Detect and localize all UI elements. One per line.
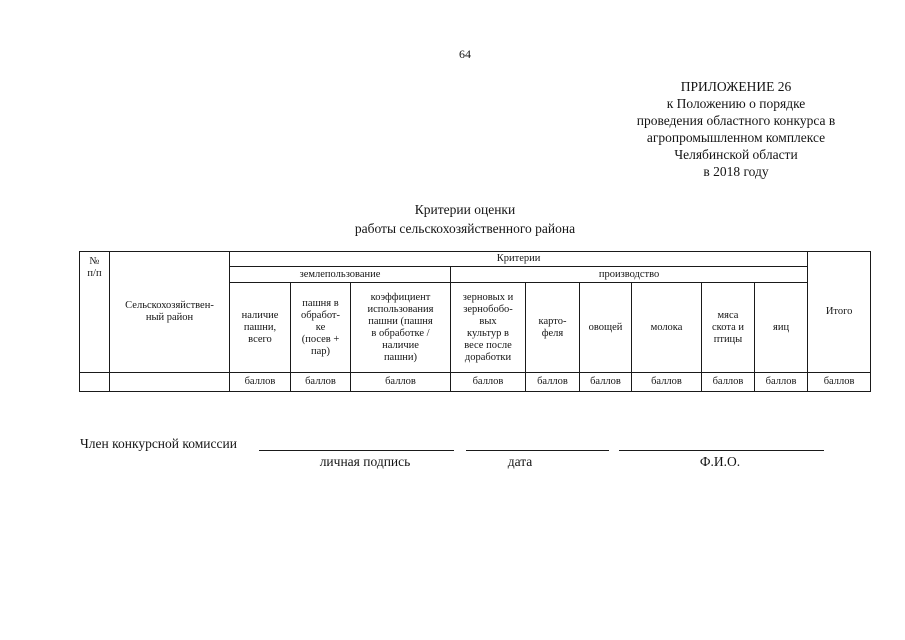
units-cell: баллов [526,373,580,392]
units-cell: баллов [291,373,351,392]
group-header-land-use: землепользование [230,267,451,283]
appendix-header [612,78,860,180]
title-line-1: Критерии оценки [414,202,516,217]
column-header-meat: мяса скота и птицы [702,283,755,373]
signature-line [259,450,454,451]
title-line-2: работы сельскохозяйственного района [354,221,576,236]
units-cell: баллов [351,373,451,392]
column-header-vegetables: овощей [580,283,632,373]
caption-date: дата [507,454,533,469]
column-header-region: Сельскохозяйствен- ный район [110,252,230,373]
group-header-production: производство [451,267,808,283]
column-header-arable-cultivated: пашня в обработ- ке (посев + пар) [291,283,351,373]
criteria-table [79,251,871,392]
document-title [300,200,630,238]
column-header-total: Итого [808,252,871,373]
column-header-eggs: яиц [755,283,808,373]
appendix-line: ПРИЛОЖЕНИЕ 26 [680,79,792,94]
table-cell-empty [80,373,110,392]
column-header-arable-total: наличие пашни, всего [230,283,291,373]
units-cell: баллов [632,373,702,392]
appendix-line: в 2018 году [703,164,769,179]
units-cell: баллов [230,373,291,392]
column-header-arable-coefficient: коэффициент использования пашни (пашня в обработке / наличие пашни) [351,283,451,373]
full-name-line [619,450,824,451]
units-cell: баллов [580,373,632,392]
appendix-line: к Положению о порядке [666,96,806,111]
column-header-grain: зерновых и зернобобо- вых культур в весе после доработки [451,283,526,373]
appendix-line: Челябинской области [674,147,798,162]
appendix-line: агропромышленном комплексе [646,130,826,145]
units-cell: баллов [755,373,808,392]
column-header-milk: молока [632,283,702,373]
table-cell-empty [110,373,230,392]
criteria-header: Критерии [230,252,808,267]
signature-label: Член конкурсной комиссии [80,436,237,451]
column-header-number: № п/п [80,252,110,373]
caption-personal-signature: личная подпись [319,454,411,469]
units-cell: баллов [702,373,755,392]
appendix-line: проведения областного конкурса в [636,113,836,128]
units-cell: баллов [808,373,871,392]
caption-full-name: Ф.И.О. [699,454,741,469]
column-header-potatoes: карто- феля [526,283,580,373]
units-cell: баллов [451,373,526,392]
page-number: 64 [459,47,471,61]
date-line [466,450,609,451]
